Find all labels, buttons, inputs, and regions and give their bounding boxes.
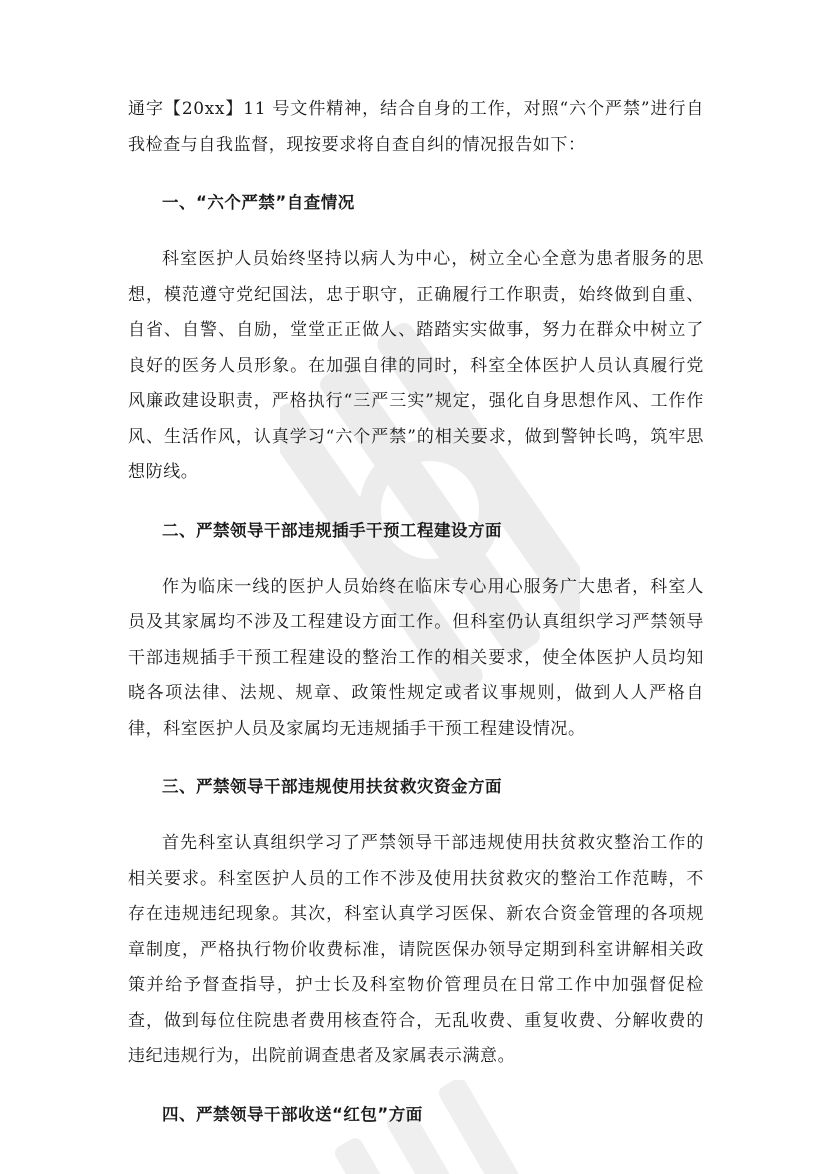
- section-3-heading: 三、严禁领导干部违规使用扶贫救灾资金方面: [162, 777, 502, 796]
- section-1-body: 科室医护人员始终坚持以病人为中心，树立全心全意为患者服务的思想，模范遵守党纪国法，忠于职守，正确履行工作职责，始终做到自重、自省、自警、自励，堂堂正正做人、踏踏实实做事，努力在群众中树立了良好的医务人员形象。在加强自律的同时，科室全体医护人员认真履行党风廉政建设职责，严格执行“三严三实”规定，强化自身思想作风、工作作风、生活作风，认真学习“六个严禁”的相关要求，做到警钟长鸣，筑牢思想防线。: [128, 249, 704, 482]
- section-4-heading: 四、严禁领导干部收送“红包”方面: [162, 1104, 423, 1124]
- section-2-body: 作为临床一线的医护人员始终在临床专心用心服务广大患者，科室人员及其家属均不涉及工程建设方面工作。但科室仍认真组织学习严禁领导干部违规插手干预工程建设的整治工作的相关要求，使全体医护人员均知晓各项法律、法规、规章、政策性规定或者议事规则，做到人人严格自律，科室医护人员及家属均无违规插手干预工程建设情况。: [128, 576, 704, 739]
- intro-paragraph: 通字【20xx】11 号文件精神，结合自身的工作，对照“六个严禁”进行自我检查与自我监督，现按要求将自查自纠的情况报告如下：: [128, 99, 704, 155]
- section-3-body: 首先科室认真组织学习了严禁领导干部违规使用扶贫救灾整治工作的相关要求。科室医护人员的工作不涉及使用扶贫救灾的整治工作范畴，不存在违规违纪现象。其次，科室认真学习医保、新农合资金管理的各项规章制度，严格执行物价收费标准，请院医保办领导定期到科室讲解相关政策并给予督查指导，护士长及科室物价管理员在日常工作中加强督促检查，做到每位住院患者费用核查符合，无乱收费、重复收费、分解收费的违纪违规行为，出院前调查患者及家属表示满意。: [128, 833, 704, 1066]
- section-2-heading: 二、严禁领导干部违规插手干预工程建设方面: [162, 520, 502, 540]
- document-body: [128, 92, 704, 1132]
- section-1-heading: 一、“六个严禁”自查情况: [162, 193, 355, 212]
